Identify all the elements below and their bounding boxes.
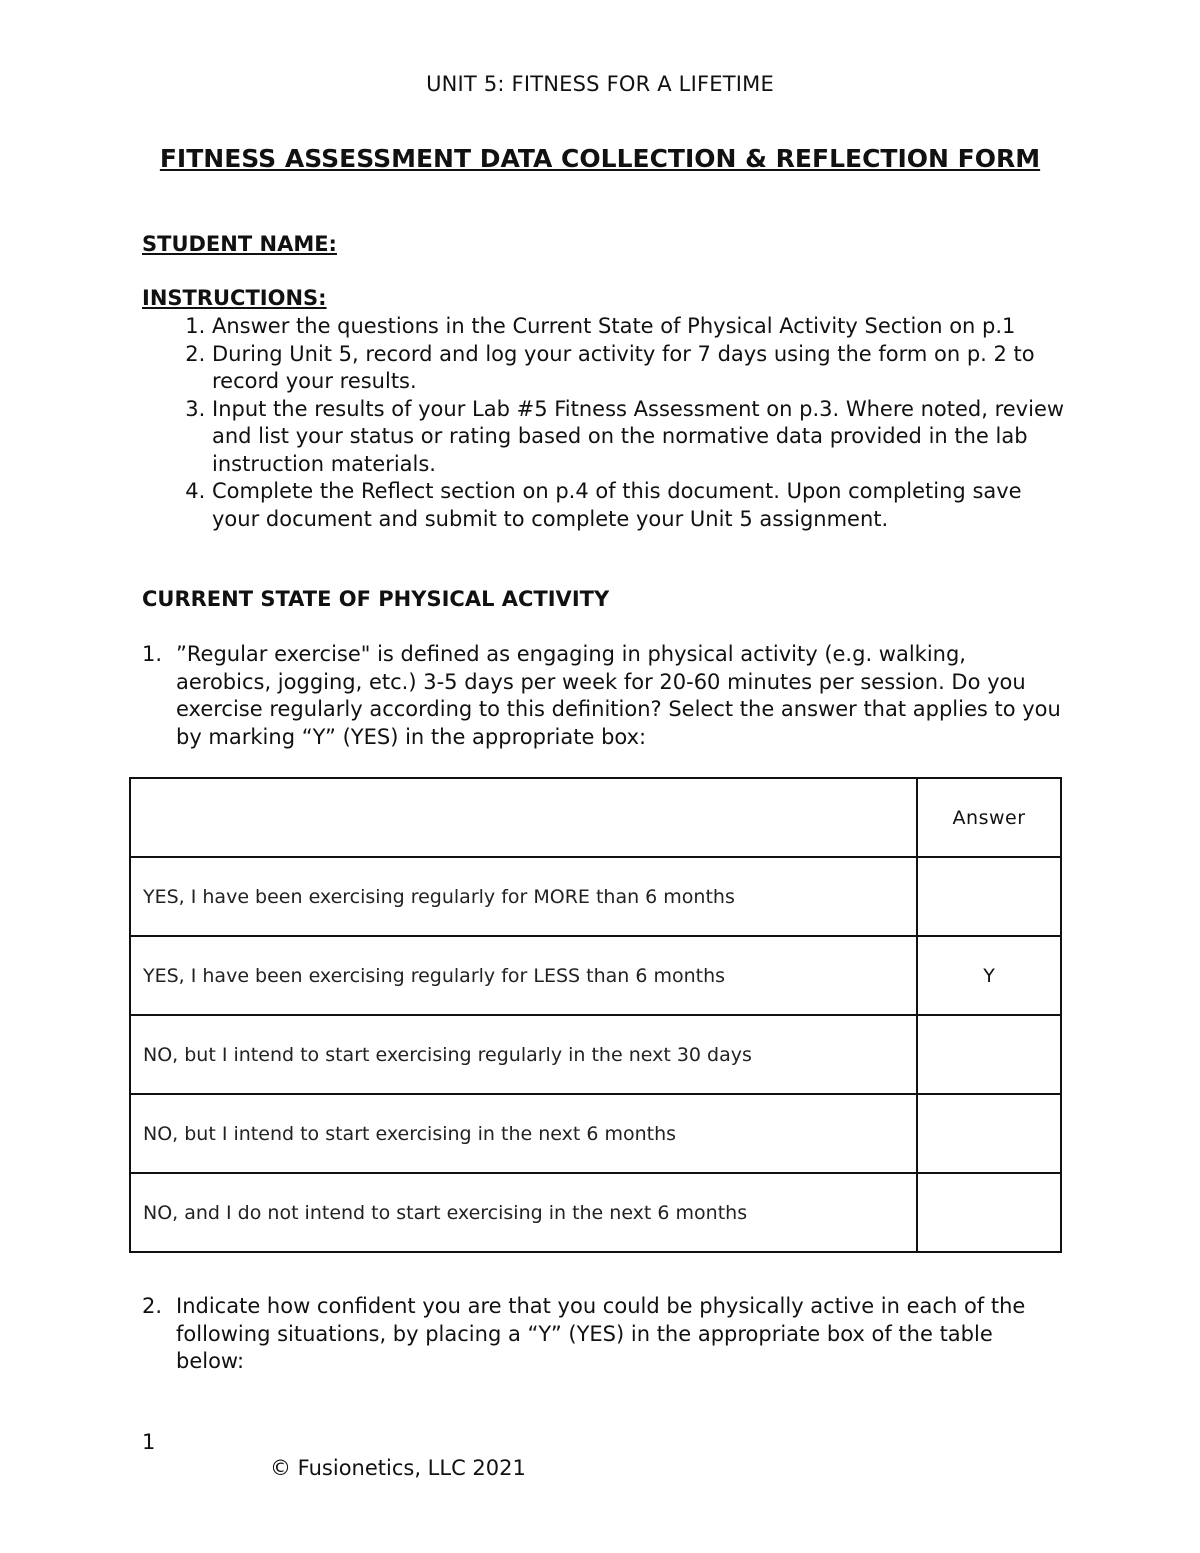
table-row	[130, 1094, 1061, 1173]
student-name-label: STUDENT NAME:	[142, 232, 337, 256]
question-number: 2.	[142, 1294, 163, 1318]
section-heading: CURRENT STATE OF PHYSICAL ACTIVITY	[142, 587, 610, 611]
question-text: ”Regular exercise" is defined as engaging in physical activity (e.g. walking, aerobics, jogging, etc.) 3-5 days per week for 20-60 minutes per session. Do you exercise regularly according to this definition? Select the answer that applies to you by marking “Y” (YES) in the appropriate box:	[176, 642, 1061, 749]
question-text: Indicate how confident you are that you could be physically active in each of the following situations, by placing a “Y” (YES) in the appropriate box of the table below:	[176, 1294, 1026, 1373]
form-title: FITNESS ASSESSMENT DATA COLLECTION & REFLECTION FORM	[159, 144, 1041, 173]
answer-column-header: Answer	[917, 778, 1061, 857]
table-row	[130, 936, 1061, 1015]
exercise-status-table	[129, 777, 1062, 1253]
copyright-notice: © Fusionetics, LLC 2021	[270, 1456, 526, 1480]
option-cell: YES, I have been exercising regularly for LESS than 6 months	[130, 936, 917, 1015]
option-cell: NO, and I do not intend to start exercising in the next 6 months	[130, 1173, 917, 1252]
page-number: 1	[142, 1430, 156, 1454]
question-number: 1.	[142, 642, 163, 666]
instruction-item: 4. Complete the Reflect section on p.4 of this document. Upon completing save your document and submit to complete your Unit 5 assignment.	[212, 478, 1067, 533]
table-header-blank	[130, 778, 917, 857]
option-cell: NO, but I intend to start exercising in the next 6 months	[130, 1094, 917, 1173]
table-header-row	[130, 778, 1061, 857]
unit-heading: UNIT 5: FITNESS FOR A LIFETIME	[426, 72, 774, 96]
answer-cell[interactable]: Y	[917, 936, 1061, 1015]
answer-cell[interactable]	[917, 1015, 1061, 1094]
instruction-item: 3. Input the results of your Lab #5 Fitness Assessment on p.3. Where noted, review and list your status or rating based on the normative data provided in the lab instruction materials.	[212, 396, 1067, 479]
option-cell: YES, I have been exercising regularly for MORE than 6 months	[130, 857, 917, 936]
question-2	[142, 1293, 1062, 1376]
answer-cell[interactable]	[917, 857, 1061, 936]
table-row	[130, 1173, 1061, 1252]
instruction-item: 1. Answer the questions in the Current State of Physical Activity Section on p.1	[212, 313, 1067, 341]
answer-cell[interactable]	[917, 1173, 1061, 1252]
table-row	[130, 1015, 1061, 1094]
instructions-label: INSTRUCTIONS:	[142, 286, 327, 310]
answer-cell[interactable]	[917, 1094, 1061, 1173]
question-1	[142, 641, 1062, 751]
instruction-item: 2. During Unit 5, record and log your activity for 7 days using the form on p. 2 to record your results.	[212, 341, 1067, 396]
option-cell: NO, but I intend to start exercising regularly in the next 30 days	[130, 1015, 917, 1094]
table-row	[130, 857, 1061, 936]
instructions-list	[142, 313, 1067, 533]
